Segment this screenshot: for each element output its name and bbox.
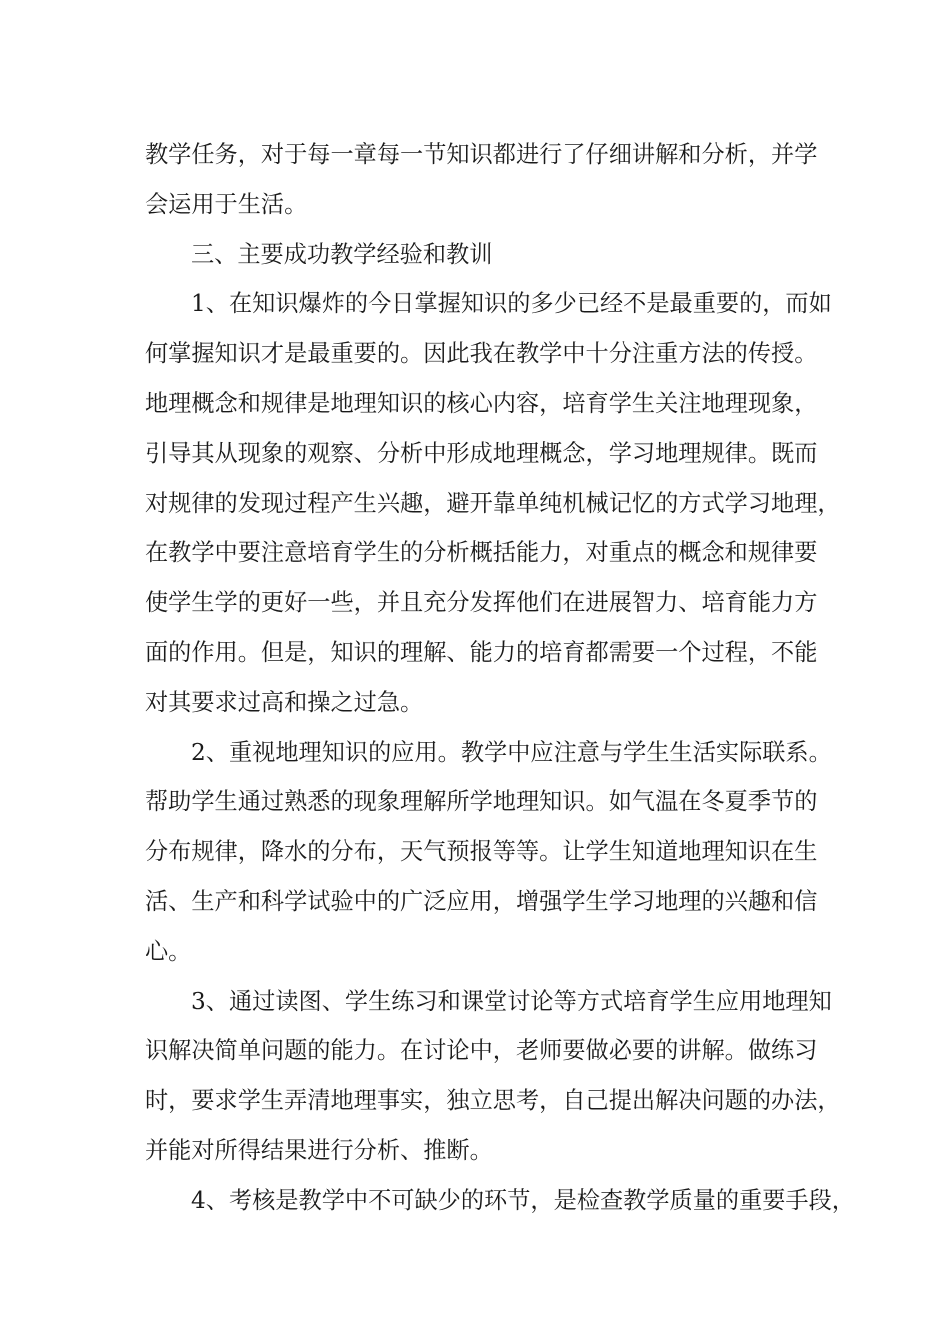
text-line: 并能对所得结果进行分析、推断。 — [145, 1136, 493, 1164]
text-line: 地理概念和规律是地理知识的核心内容，培育学生关注地理现象， — [145, 389, 818, 417]
text-line: 使学生学的更好一些，并且充分发挥他们在进展智力、培育能力方 — [145, 589, 818, 617]
text-line: 会运用于生活。 — [145, 190, 308, 218]
text-line: 4、考核是教学中不可缺少的环节，是检查教学质量的重要手段， — [191, 1186, 855, 1214]
text-line: 分布规律，降水的分布，天气预报等等。让学生知道地理知识在生 — [145, 838, 818, 866]
text-line: 面的作用。但是，知识的理解、能力的培育都需要一个过程，不能 — [145, 638, 818, 666]
text-line: 时，要求学生弄清地理事实，独立思考，自己提出解决问题的办法， — [145, 1087, 841, 1115]
text-line: 1、在知识爆炸的今日掌握知识的多少已经不是最重要的，而如 — [191, 290, 832, 318]
text-line: 教学任务，对于每一章每一节知识都进行了仔细讲解和分析，并学 — [145, 141, 818, 168]
text-line: 引导其从现象的观察、分析中形成地理概念，学习地理规律。既而 — [145, 439, 818, 467]
section-heading: 三、主要成功教学经验和教训 — [191, 240, 493, 268]
text-line: 心。 — [145, 937, 192, 965]
text-line: 对规律的发现过程产生兴趣，避开靠单纯机械记忆的方式学习地理， — [145, 489, 841, 517]
text-line: 何掌握知识才是最重要的。因此我在教学中十分注重方法的传授。 — [145, 340, 818, 368]
text-line: 对其要求过高和操之过急。 — [145, 688, 424, 716]
text-line: 2、重视地理知识的应用。教学中应注意与学生生活实际联系。 — [191, 738, 832, 766]
text-line: 活、生产和科学试验中的广泛应用，增强学生学习地理的兴趣和信 — [145, 887, 818, 915]
text-line: 帮助学生通过熟悉的现象理解所学地理知识。如气温在冬夏季节的 — [145, 788, 818, 816]
text-line: 识解决简单问题的能力。在讨论中，老师要做必要的讲解。做练习 — [145, 1037, 818, 1065]
document-body — [145, 130, 855, 1226]
text-line: 3、通过读图、学生练习和课堂讨论等方式培育学生应用地理知 — [191, 987, 832, 1015]
text-line: 在教学中要注意培育学生的分析概括能力，对重点的概念和规律要 — [145, 539, 818, 567]
